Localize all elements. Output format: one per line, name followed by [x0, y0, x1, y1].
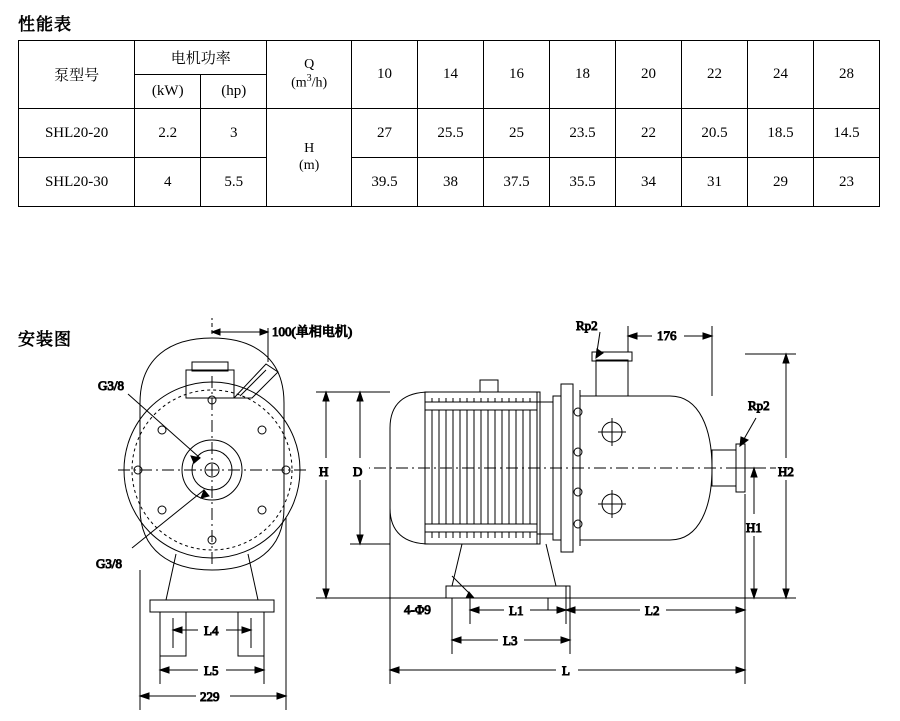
- leader-g38-lower: [96, 490, 209, 571]
- header-flow-unit: $(m^3/h)$: [291, 73, 328, 91]
- performance-table-title: 性能表: [18, 15, 72, 34]
- table-row: [19, 158, 880, 207]
- label-l2: L2: [645, 603, 660, 618]
- label-l4: L4: [204, 623, 219, 638]
- header-flow-14: 14: [418, 41, 484, 109]
- leader-g38-upper: [98, 378, 200, 463]
- header-flow-16: 16: [484, 41, 550, 109]
- cell-head: 22: [616, 109, 682, 158]
- header-flow-28: 28: [813, 41, 879, 109]
- label-g38-lower: G3/8: [96, 556, 122, 571]
- cell-head: 29: [747, 158, 813, 207]
- cell-hp: 3: [201, 109, 267, 158]
- performance-table: [18, 40, 880, 207]
- label-229: 229: [200, 689, 220, 704]
- header-kw: (kW): [135, 75, 201, 109]
- header-motor-power: 电机功率: [135, 41, 267, 75]
- side-view: [316, 318, 798, 684]
- dim-176: [628, 326, 712, 396]
- label-rp2-right: Rp2: [748, 398, 770, 413]
- cell-head: 34: [616, 158, 682, 207]
- cell-head: 27: [352, 109, 418, 158]
- label-d: D: [353, 464, 363, 479]
- header-flow-20: 20: [616, 41, 682, 109]
- cell-hp: 5.5: [201, 158, 267, 207]
- cell-head: 25: [484, 109, 550, 158]
- label-bolt-hole: 4-Φ9: [404, 602, 431, 617]
- label-h1: H1: [746, 520, 762, 535]
- cell-head: 18.5: [747, 109, 813, 158]
- label-l3: L3: [503, 633, 518, 648]
- label-l5: L5: [204, 663, 219, 678]
- label-rp2-top: Rp2: [576, 318, 598, 333]
- dim-l-overall: [390, 428, 745, 684]
- cell-head: 35.5: [550, 158, 616, 207]
- cell-head: 23.5: [550, 109, 616, 158]
- cell-model: SHL20-30: [19, 158, 135, 207]
- label-l-overall: L: [562, 663, 570, 678]
- table-header-row-1: [19, 41, 880, 75]
- table-row: [19, 109, 880, 158]
- header-flow-symbol: Q: [304, 57, 315, 73]
- label-l1: L1: [509, 603, 524, 618]
- installation-drawing-title: 安装图: [18, 330, 72, 349]
- cell-head: 23: [813, 158, 879, 207]
- header-flow-10: 10: [352, 41, 418, 109]
- cell-head: 31: [681, 158, 747, 207]
- dim-l2: [566, 494, 745, 624]
- cell-head: 14.5: [813, 109, 879, 158]
- header-flow-22: 22: [681, 41, 747, 109]
- header-flow-24: 24: [747, 41, 813, 109]
- label-g38-upper: G3/8: [98, 378, 124, 393]
- header-flow: [267, 41, 352, 109]
- header-head: [267, 109, 352, 207]
- leader-rp2-right: [740, 398, 770, 446]
- base-side: [446, 544, 570, 610]
- dim-h1: [570, 468, 766, 598]
- cell-head: 37.5: [484, 158, 550, 207]
- dim-h: [316, 392, 446, 598]
- header-hp: (hp): [201, 75, 267, 109]
- motor-side-body: [390, 380, 561, 544]
- cell-model: SHL20-20: [19, 109, 135, 158]
- dim-h2: [570, 354, 798, 598]
- dim-l1: [470, 586, 566, 624]
- installation-drawing: [0, 318, 900, 721]
- cell-head: 20.5: [681, 109, 747, 158]
- pump-casing: [580, 352, 745, 546]
- leader-rp2-top: [576, 318, 603, 358]
- label-100-single-phase: 100(单相电机): [272, 324, 353, 339]
- label-h2: H2: [778, 464, 794, 479]
- cell-kw: 2.2: [135, 109, 201, 158]
- base-front: [150, 554, 274, 656]
- cell-head: 39.5: [352, 158, 418, 207]
- label-h: H: [319, 464, 329, 479]
- leader-bolt-hole: [404, 576, 474, 617]
- header-head-symbol: H: [304, 141, 315, 157]
- dim-l5: [160, 656, 264, 684]
- label-176: 176: [657, 328, 677, 343]
- front-view: [96, 318, 352, 710]
- dim-l4: [173, 618, 251, 648]
- header-model: 泵型号: [19, 41, 135, 109]
- header-head-unit: (m): [299, 157, 320, 173]
- cell-kw: 4: [135, 158, 201, 207]
- cell-head: 25.5: [418, 109, 484, 158]
- header-flow-18: 18: [550, 41, 616, 109]
- cell-head: 38: [418, 158, 484, 207]
